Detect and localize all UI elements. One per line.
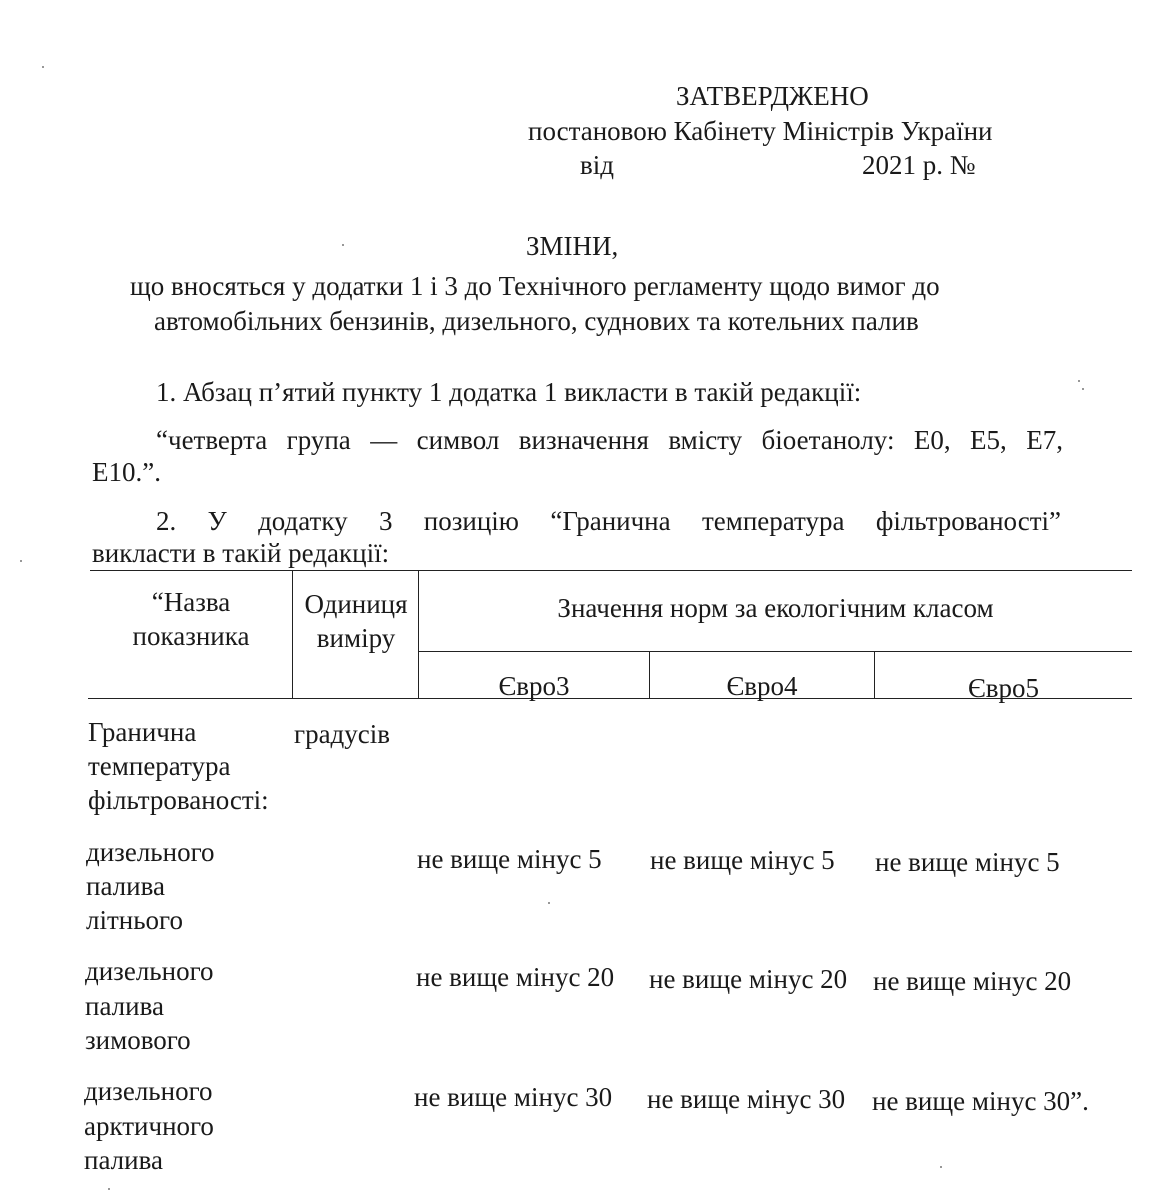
header-class-euro4: Євро4 <box>726 671 798 701</box>
table-cell-euro4: не вище мінус 30 <box>647 1084 846 1114</box>
table-cell-euro5: не вище мінус 5 <box>875 847 1060 877</box>
indicator-label-line1: Гранична <box>88 717 197 747</box>
document-subtitle-line1: що вносяться у додатки 1 і 3 до Технічного регламенту щодо вимог до <box>130 271 940 301</box>
table-row-label-line3: палива <box>84 1145 163 1175</box>
header-values-title: Значення норм за екологічним класом <box>557 593 994 623</box>
table-cell-euro5: не вище мінус 30”. <box>872 1086 1089 1116</box>
table-col-divider-1 <box>292 570 293 698</box>
scan-speck <box>1082 388 1084 390</box>
table-row-label-line2: палива <box>85 991 164 1021</box>
table-row-label-line1: дизельного <box>86 837 215 867</box>
scan-speck <box>940 1166 942 1168</box>
indicator-label-line3: фільтрованості: <box>88 785 269 815</box>
table-cell-euro5: не вище мінус 20 <box>873 966 1072 996</box>
quote-line-2: Е10.”. <box>92 457 161 487</box>
table-row-label-line2: палива <box>86 871 165 901</box>
quote-line-1: “четверта група — символ визначення вмісту біоетанолу: Е0, Е5, Е7, <box>156 425 1063 455</box>
header-class-euro3: Євро3 <box>498 671 570 701</box>
item-2-line-1: 2. У додатку 3 позицію “Гранична температура фільтрованості” <box>156 506 1061 536</box>
header-class-euro5: Євро5 <box>967 673 1040 703</box>
table-cell-euro3: не вище мінус 30 <box>414 1082 613 1112</box>
scan-speck <box>108 1188 110 1190</box>
table-row-label-line2: арктичного <box>84 1111 214 1141</box>
table-cell-euro4: не вище мінус 20 <box>649 964 848 994</box>
indicator-label-line2: температура <box>88 751 231 781</box>
header-unit-line1: Одиниця <box>304 589 408 619</box>
item-1-text: 1. Абзац п’ятий пункту 1 додатка 1 викласти в такій редакції: <box>156 377 862 407</box>
table-top-rule <box>90 570 1132 571</box>
scan-speck <box>42 66 44 68</box>
table-row-label-line1: дизельного <box>84 1076 213 1106</box>
table-subheader-rule <box>419 651 1132 652</box>
header-name-line2: показника <box>132 621 250 651</box>
indicator-unit: градусів <box>294 719 391 749</box>
table-row-label-line3: літнього <box>86 905 183 935</box>
approval-heading: ЗАТВЕРДЖЕНО <box>676 81 869 111</box>
table-cell-euro3: не вище мінус 20 <box>416 962 615 992</box>
header-name-line1: “Назва <box>151 587 231 617</box>
table-cell-euro3: не вище мінус 5 <box>417 844 602 874</box>
scan-speck <box>20 560 22 562</box>
item-2-line-2: викласти в такій редакції: <box>92 538 390 568</box>
approval-date-suffix: 2021 р. № <box>862 150 976 180</box>
scan-speck <box>1078 380 1080 382</box>
header-unit-line2: виміру <box>316 623 396 653</box>
scan-speck <box>548 902 550 904</box>
approval-line: постановою Кабінету Міністрів України <box>528 116 993 146</box>
table-row-label-line3: зимового <box>85 1025 191 1055</box>
table-row-label-line1: дизельного <box>85 956 214 986</box>
document-subtitle-line2: автомобільних бензинів, дизельного, суднових та котельних палив <box>154 306 919 336</box>
approval-date-prefix: від <box>580 150 614 180</box>
scan-speck <box>342 244 344 246</box>
document-title: ЗМІНИ, <box>526 231 619 261</box>
table-cell-euro4: не вище мінус 5 <box>650 845 835 875</box>
